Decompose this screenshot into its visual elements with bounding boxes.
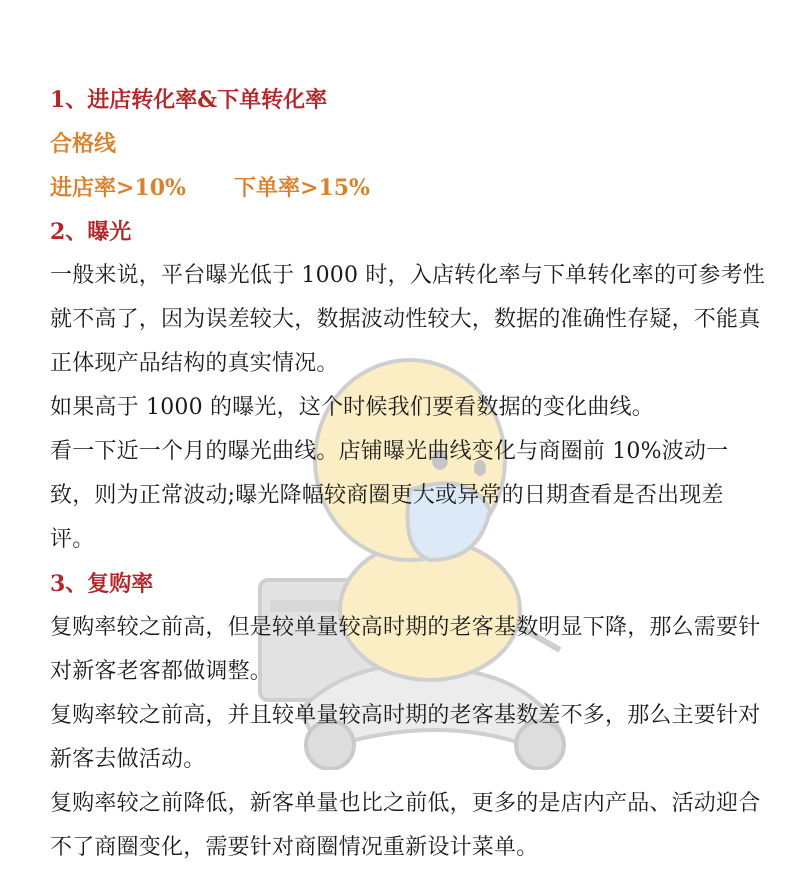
section-heading-exposure: 2、曝光 xyxy=(50,219,132,245)
repurchase-paragraph-3: 复购率较之前降低，新客单量也比之前低，更多的是店内产品、活动迎合不了商圈变化，需要针对商圈情况重新设计菜单。 xyxy=(50,791,761,860)
qualification-metrics xyxy=(50,166,765,210)
exposure-paragraph-2: 如果高于 1000 的曝光，这个时候我们要看数据的变化曲线。 xyxy=(50,395,654,420)
section-heading-conversion: 1、进店转化率&下单转化率 xyxy=(50,87,328,113)
article-body xyxy=(50,78,765,870)
qualification-line-label: 合格线 xyxy=(50,131,117,157)
repurchase-paragraph-2: 复购率较之前高，并且较单量较高时期的老客基数差不多，那么主要针对新客去做活动。 xyxy=(50,703,761,772)
exposure-paragraph-3: 看一下近一个月的曝光曲线。店铺曝光曲线变化与商圈前 10%波动一致，则为正常波动;曝光降幅较商圈更大或异常的日期查看是否出现差评。 xyxy=(50,439,729,552)
order-rate-metric: 下单率>15% xyxy=(233,175,370,201)
entry-rate-metric: 进店率>10% xyxy=(50,175,186,201)
exposure-paragraph-1: 一般来说，平台曝光低于 1000 时，入店转化率与下单转化率的可参考性就不高了，因为误差较大，数据波动性较大，数据的准确性存疑，不能真正体现产品结构的真实情况。 xyxy=(50,263,765,376)
section-heading-repurchase: 3、复购率 xyxy=(50,571,154,597)
repurchase-paragraph-1: 复购率较之前高，但是较单量较高时期的老客基数明显下降，那么需要针对新客老客都做调整。 xyxy=(50,615,761,684)
